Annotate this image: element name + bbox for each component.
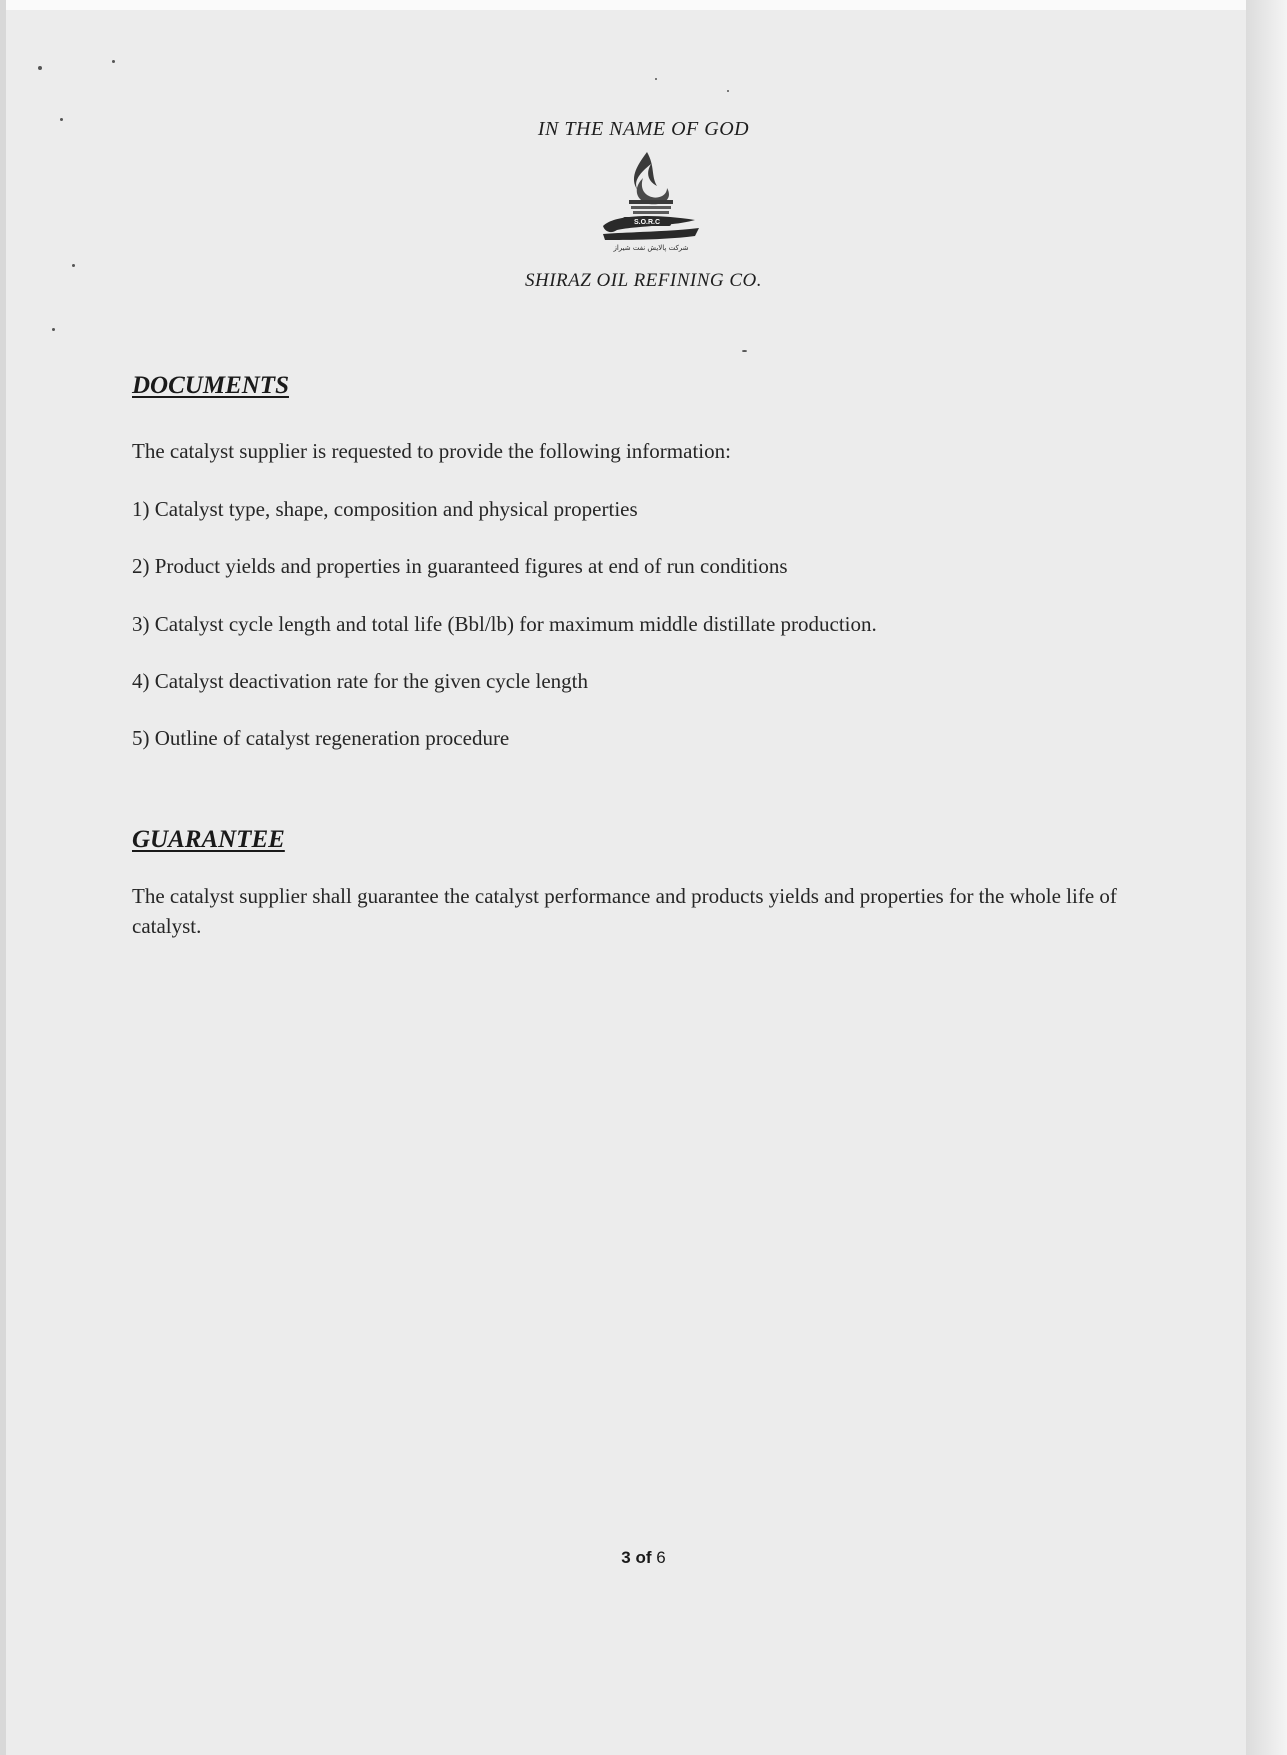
scan-speck <box>655 78 657 80</box>
page-number-total: 6 <box>656 1548 666 1567</box>
page-right-shadow <box>1246 0 1287 1755</box>
logo-persian-text: شرکت پالایش نفت شیراز <box>613 244 689 252</box>
scan-speck <box>38 66 42 70</box>
sorc-logo <box>595 148 705 260</box>
documents-item-2: 2) Product yields and properties in guaranteed figures at end of run conditions <box>132 554 788 578</box>
invocation-heading: IN THE NAME OF GOD <box>537 118 750 140</box>
scan-speck <box>742 350 747 352</box>
guarantee-text: The catalyst supplier shall guarantee the catalyst performance and products yields and properties for the whole life of catalyst. <box>132 884 1117 938</box>
company-name: SHIRAZ OIL REFINING CO. <box>524 270 763 291</box>
scan-speck <box>72 264 75 267</box>
scan-speck <box>52 328 55 331</box>
documents-item-4: 4) Catalyst deactivation rate for the given cycle length <box>132 669 588 693</box>
logo-acronym: S.O.R.C <box>633 219 661 226</box>
page-number-current: 3 <box>621 1548 631 1567</box>
documents-item-1: 1) Catalyst type, shape, composition and physical properties <box>132 497 638 521</box>
documents-intro: The catalyst supplier is requested to provide the following information: <box>132 439 731 463</box>
scan-speck <box>112 60 115 63</box>
scan-speck <box>60 118 63 121</box>
documents-heading: DOCUMENTS <box>132 372 289 399</box>
documents-item-5: 5) Outline of catalyst regeneration procedure <box>132 726 510 750</box>
scan-speck <box>727 90 729 92</box>
page-number <box>0 1548 1287 1568</box>
guarantee-heading: GUARANTEE <box>132 826 285 853</box>
documents-item-3: 3) Catalyst cycle length and total life (Bbl/lb) for maximum middle distillate production. <box>132 612 877 636</box>
page-number-of: of <box>635 1548 652 1567</box>
